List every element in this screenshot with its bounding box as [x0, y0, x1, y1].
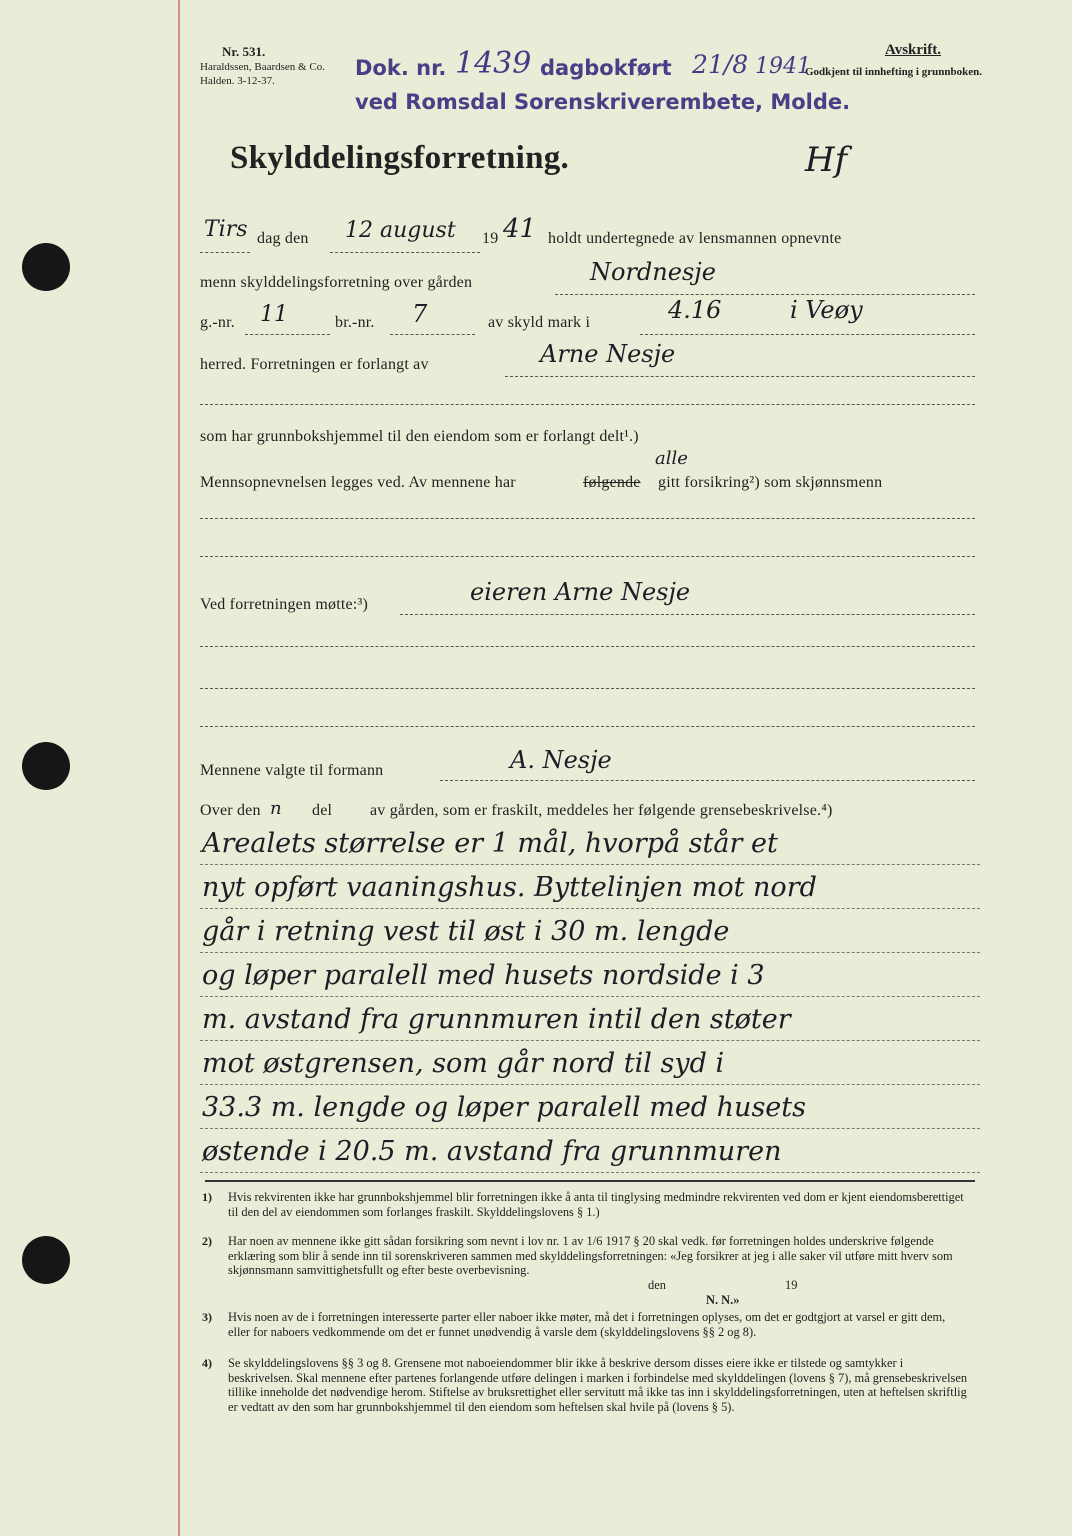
fill-line	[200, 404, 975, 405]
publisher-line: Haraldssen, Baardsen & Co.	[200, 61, 325, 73]
stamp-office: ved Romsdal Sorenskriverembete, Molde.	[355, 90, 851, 114]
footnote-den: den	[648, 1278, 666, 1292]
over-insert: n	[270, 798, 282, 819]
formann-value: A. Nesje	[510, 746, 612, 774]
stamp-year: 1941	[755, 54, 811, 79]
footnote-text: Hvis noen av de i forretningen interesserte parter eller naboer ikke møter, må det i forretningen oplyses, om det er godtgjort at varsel er gitt dem, eller for naboers vedkommende om det er funnet unødvendig å varsle dem (skylddelingslovens §§ 2 og 8).	[228, 1310, 946, 1339]
gnr-label: g.-nr.	[200, 314, 235, 331]
description-line: Arealets størrelse er 1 mål, hvorpå står et	[202, 828, 778, 859]
gnr-value: 11	[260, 302, 288, 327]
footnote-text: Se skylddelingslovens §§ 3 og 8. Grensene mot naboeiendommer blir ikke å beskrive dersom disses eiere ikke er tilstede og samtykker i beskrivelsen. Skal mennene efter partenes forlangende utføre delingen i marken i forbindelse med skylddelingen (lovens § 7), må grensebeskrivelsen tillike inneholde det nødvendige herom. Stiftelse av bruksrettighet eller servitutt må ikke tas inn i skylddelingsforretningen, uten at heftelsen skriftlig er vedtatt av den som har grunnbokshjemmel til den eiendom som heftelsen skal hvile på (lovens § 5).	[228, 1356, 968, 1414]
footnote-nn: N. N.»	[706, 1293, 740, 1307]
description-line: går i retning vest til øst i 30 m. lengde	[202, 916, 730, 947]
fill-line	[440, 780, 975, 781]
fill-line	[200, 726, 975, 727]
stamp-date: 21/8	[692, 50, 749, 79]
footnote-19: 19	[785, 1278, 798, 1292]
fill-line	[555, 294, 975, 295]
herred-text: herred. Forretningen er forlangt av	[200, 356, 429, 373]
fill-line	[400, 614, 975, 615]
menns-prefix: Mennsopnevnelsen legges ved. Av mennene har	[200, 474, 516, 491]
holdt-text: holdt undertegnede av lensmannen opnevnte	[548, 230, 842, 247]
stamp-dagbokfort: dagbokført	[540, 56, 672, 80]
footnote-number: 2)	[202, 1234, 212, 1248]
description-line: mot østgrensen, som går nord til syd i	[202, 1048, 725, 1079]
menn-text: menn skylddelingsforretning over gården	[200, 274, 473, 291]
footnote-divider	[205, 1180, 975, 1182]
herred-value: i Veøy	[790, 296, 863, 324]
punch-hole	[22, 742, 70, 790]
menns-suffix: gitt forsikring²) som skjønnsmenn	[658, 474, 883, 491]
fill-line	[390, 334, 475, 335]
form-number: Nr. 531.	[222, 44, 266, 59]
publisher-line: Halden. 3-12-37.	[200, 75, 275, 87]
description-line: 33.3 m. lengde og løper paralell med husets	[202, 1092, 806, 1123]
skyld-value: 4.16	[668, 296, 722, 324]
writing-line	[200, 1084, 980, 1085]
writing-line	[200, 908, 980, 909]
fill-line	[200, 646, 975, 647]
punch-hole	[22, 1236, 70, 1284]
footnote-text: Hvis rekvirenten ikke har grunnbokshjemmel blir forretningen ikke å anta til tinglysing medmindre rekvirenten ved dom er kjent eiendomsberettiget til den del av eiendommen som forlanges fraskilt. Skylddelingslovens § 1.)	[228, 1190, 964, 1219]
mote-value: eieren Arne Nesje	[470, 578, 691, 606]
avskrift-label: Avskrift.	[885, 42, 941, 58]
fill-line	[505, 376, 975, 377]
date-value: 12 august	[345, 218, 456, 243]
description-line: nyt opført vaaningshus. Byttelinjen mot nord	[202, 872, 817, 903]
footnote-number: 3)	[202, 1310, 212, 1324]
requester-value: Arne Nesje	[540, 340, 676, 368]
mote-text: Ved forretningen møtte:³)	[200, 596, 368, 613]
description-line: østende i 20.5 m. avstand fra grunnmuren	[202, 1136, 782, 1167]
skyld-label: av skyld mark i	[488, 314, 591, 331]
stamp-doc-prefix: Dok. nr.	[355, 56, 447, 80]
brnr-label: br.-nr.	[335, 314, 375, 331]
fill-line	[200, 252, 250, 253]
writing-line	[200, 1128, 980, 1129]
description-line: m. avstand fra grunnmuren intil den støter	[202, 1004, 791, 1035]
over-prefix: Over den	[200, 802, 261, 819]
writing-line	[200, 864, 980, 865]
description-line: og løper paralell med husets nordside i 3	[202, 960, 765, 991]
writing-line	[200, 1172, 980, 1173]
writing-line	[200, 952, 980, 953]
writing-line	[200, 996, 980, 997]
farm-value: Nordnesje	[590, 258, 716, 286]
day-value: Tirs	[204, 217, 248, 242]
over-rest: av gården, som er fraskilt, meddeles her følgende grensebeskrivelse.⁴)	[370, 802, 833, 819]
punch-hole	[22, 243, 70, 291]
brnr-value: 7	[412, 300, 428, 328]
year-prefix: 19	[482, 230, 499, 247]
formann-text: Mennene valgte til formann	[200, 762, 384, 779]
fill-line	[245, 334, 330, 335]
fill-line	[330, 252, 480, 253]
writing-line	[200, 1040, 980, 1041]
footnote-number: 4)	[202, 1356, 212, 1370]
alle-insert: alle	[655, 448, 688, 469]
title-initials: Hf	[805, 140, 848, 180]
stamp-doc-number: 1439	[455, 46, 532, 81]
fill-line	[200, 688, 975, 689]
dag-den-label: dag den	[257, 230, 309, 247]
grunnbok-text: som har grunnbokshjemmel til den eiendom som er forlangt delt¹.)	[200, 428, 639, 445]
footnote-number: 1)	[202, 1190, 212, 1204]
year-value: 41	[503, 214, 537, 244]
godkjent-text: Godkjent til innhefting i grunnboken.	[805, 66, 982, 78]
fill-line	[640, 334, 975, 335]
over-del: del	[312, 802, 333, 819]
document-title: Skylddelingsforretning.	[230, 140, 570, 176]
fill-line	[200, 556, 975, 557]
fill-line	[200, 518, 975, 519]
folgende-struck: følgende	[583, 474, 641, 491]
footnote-text: Har noen av mennene ikke gitt sådan forsikring som nevnt i lov nr. 1 av 1/6 1917 § 20 skal vedk. før forretningen holdes underskrive følgende erklæring som blir å sende inn til sorenskriveren sammen med skylddelingsforretningen: «Jeg forsikrer at jeg i alle saker vil utføre mitt hverv som skjønnsmann samvittighetsfullt og efter beste overbevisning.	[228, 1234, 953, 1278]
margin-line	[178, 0, 180, 1536]
